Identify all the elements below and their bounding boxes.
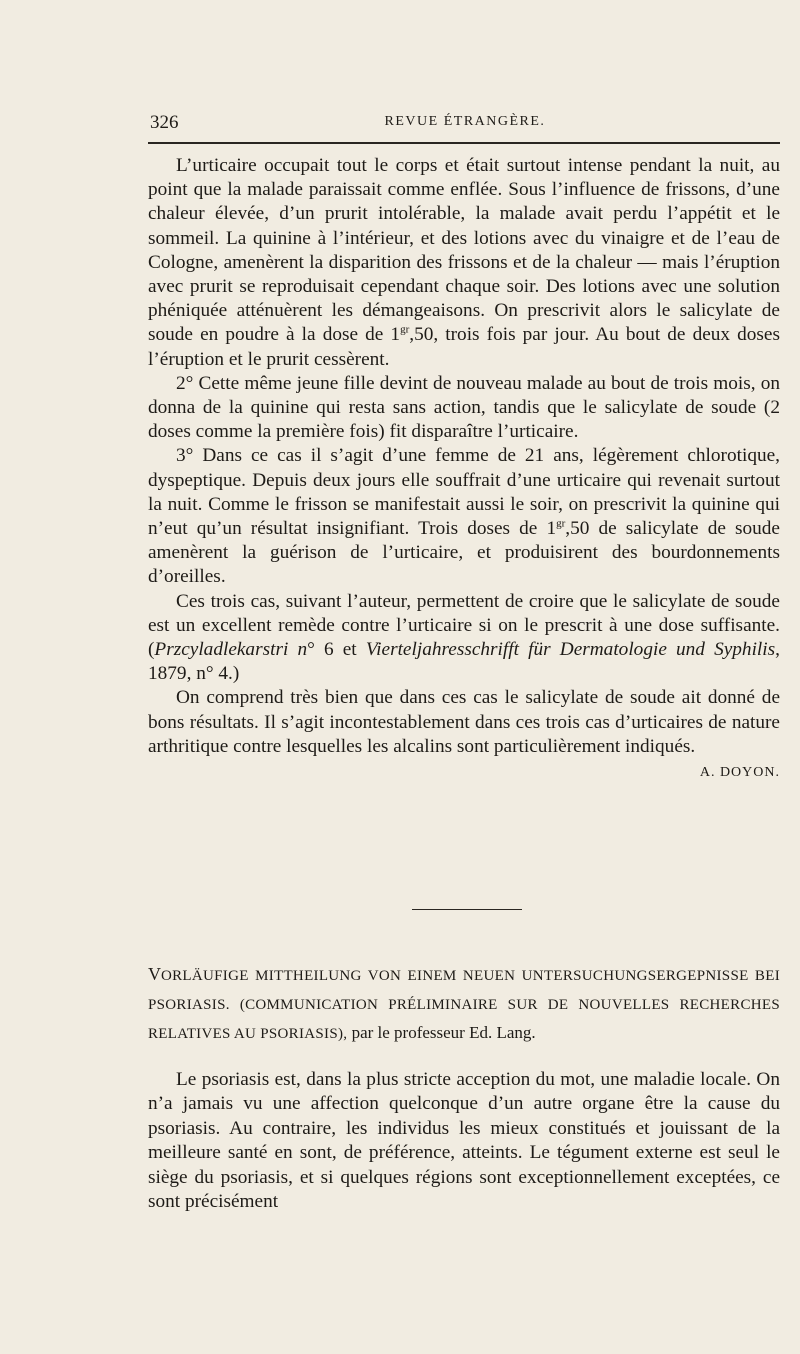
section-separator	[412, 909, 522, 910]
paragraph-2: 2° Cette même jeune fille devint de nouveau malade au bout de trois mois, on donna de la quinine qui resta sans action, tandis que le salicylate de soude (2 doses comme la première fois) fit disparaître l’urticaire.	[148, 372, 780, 443]
article-body	[148, 154, 780, 785]
paragraph-1: L’urticaire occupait tout le corps et était surtout intense pendant la nuit, au point que la malade paraissait comme enflée. Sous l’influence de frissons, d’une chaleur élevée, d’un prurit intolérable, la malade avait perdu l’appétit et le sommeil. La quinine à l’intérieur, et des lotions avec du vinaigre et de l’eau de Cologne, amenèrent la disparition des frissons et de la chaleur — mais l’éruption avec prurit se reproduisait cependant chaque soir. Des lotions avec une solution phéniquée atténuèrent les démangeaisons. On prescrivit alors le salicylate de soude en poudre à la dose de $1^{gr},50$, trois fois par jour. Au bout de deux doses l’éruption et le prurit cessèrent.	[148, 155, 780, 370]
page-header	[150, 112, 780, 136]
paragraph-5: On comprend très bien que dans ces cas le salicylate de soude ait donné de bons résultats. Il s’agit incontestablement dans ces trois cas d’urticaires de nature arthritique contre lesquelles les alcalins sont particulièrement indiqués. A. DOYON.	[148, 686, 780, 759]
author-signature: A. DOYON.	[699, 765, 780, 781]
paragraph-4: Ces trois cas, suivant l’auteur, permettent de croire que le salicylate de soude est un excellent remède contre l’urticaire si on le prescrit à une dose suffisante. (Przcyladlekarstri n° 6 et Vierteljahresschrifft für Dermatologie und Syphilis, 1879, n° 4.)	[148, 590, 780, 685]
page-number: 326	[150, 112, 179, 133]
section-body	[148, 1068, 780, 1214]
running-title: REVUE ÉTRANGÈRE.	[384, 114, 546, 129]
section-paragraph-1: Le psoriasis est, dans la plus stricte acception du mot, une maladie locale. On n’a jamais vu une affection quelconque d’un autre organe être la cause du psoriasis. Au contraire, les individus les mieux constitués et jouissant de la meilleure santé en sont, de préférence, atteints. Le tégument externe est seul le siège du psoriasis, et si quelques régions sont exceptionnellement exceptées, ce sont précisément	[148, 1069, 780, 1213]
section-title: VORLÄUFIGE MITTHEILUNG VON EINEM NEUEN UNTERSUCHUNGSERGEPNISSE BEI PSORIASIS. (COMMUNICATION PRÉLIMINAIRE SUR DE NOUVELLES RECHERCHES RELATIVES AU PSORIASIS), par le professeur Ed. Lang.	[148, 964, 780, 1042]
paragraph-3: 3° Dans ce cas il s’agit d’une femme de 21 ans, légèrement chlorotique, dyspeptique. Depuis deux jours elle souffrait d’une urticaire qui revenait surtout la nuit. Comme le frisson se manifestait aussi le soir, on prescrivit la quinine qui n’eut qu’un résultat insignifiant. Trois doses de $1^{gr},50$ de salicylate de soude amenèrent la guérison de l’urticaire, et produisirent des bourdonnements d’oreilles.	[148, 445, 780, 588]
header-rule	[148, 142, 780, 144]
section-author: Ed. Lang.	[469, 1023, 536, 1042]
